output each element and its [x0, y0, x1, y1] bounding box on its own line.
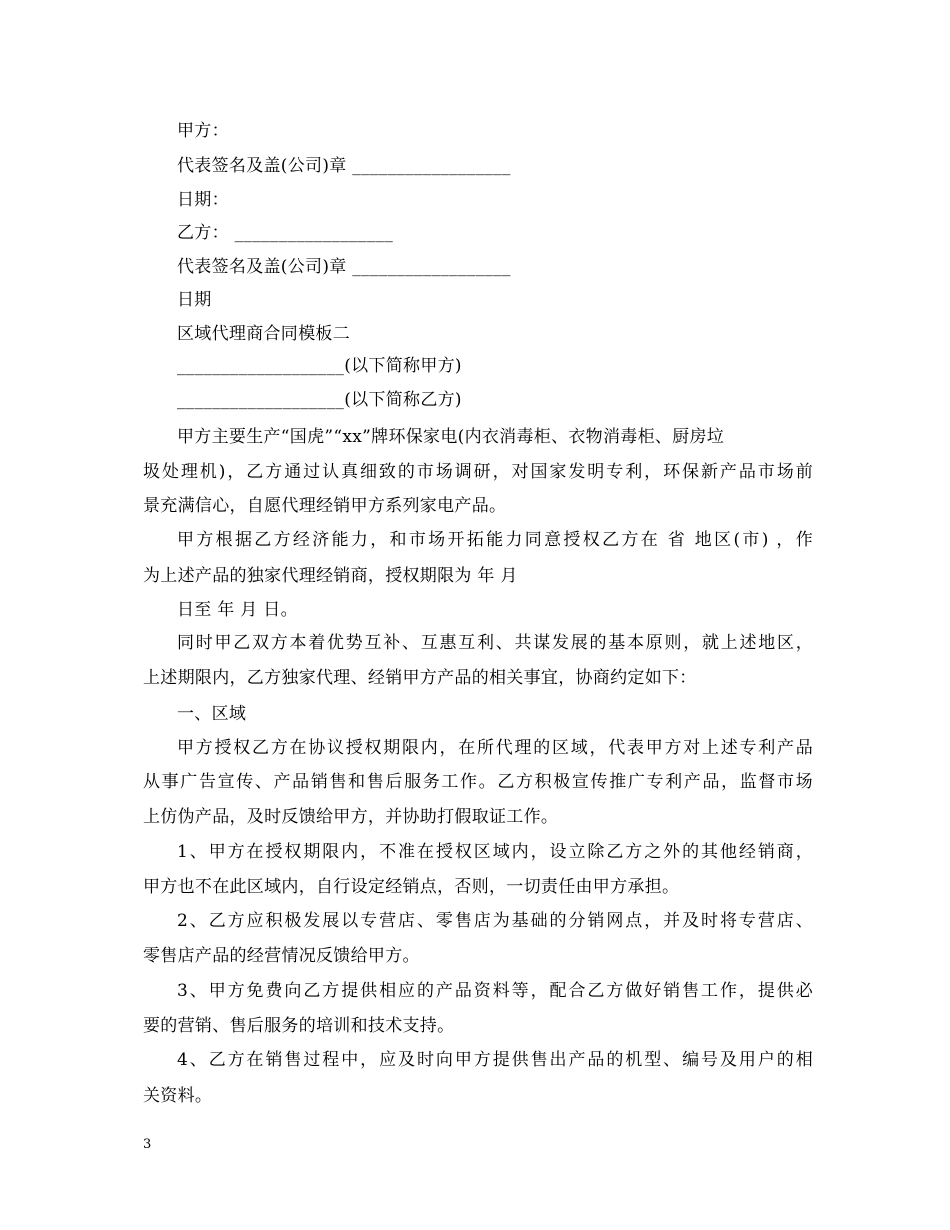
- page-number: 3: [143, 1137, 152, 1152]
- party-a-date-label: 日期：: [177, 190, 229, 210]
- contract-title: 区域代理商合同模板二: [177, 324, 350, 344]
- list-item-line: 甲方也不在此区域内，自行设定经销点，否则，一切责任由甲方承担。: [143, 877, 680, 897]
- paragraph-line: 上述期限内，乙方独家代理、经销甲方产品的相关事宜，协商约定如下：: [143, 668, 697, 688]
- paragraph-line: 甲方根据乙方经济能力，和市场开拓能力同意授权乙方在 省 地区(市) ，作: [177, 530, 813, 550]
- paragraph-line: 从事广告宣传、产品销售和售后服务工作。乙方积极宣传推广专利产品，监督市场: [143, 772, 813, 792]
- list-item-line: 1、甲方在授权期限内，不准在授权区域内，设立除乙方之外的其他经销商，: [177, 842, 813, 862]
- party-b-signature-line: 代表签名及盖(公司)章 __________________: [177, 257, 511, 277]
- party-b-date-label: 日期: [177, 290, 212, 310]
- party-a-name-line: ___________________(以下简称甲方): [177, 356, 462, 376]
- party-b-label: 乙方： __________________: [177, 223, 394, 243]
- list-item-line: 要的营销、售后服务的培训和技术支持。: [143, 1016, 455, 1036]
- paragraph-line: 同时甲乙双方本着优势互补、互惠互利、共谋发展的基本原则，就上述地区，: [177, 633, 813, 653]
- paragraph-line: 甲方授权乙方在协议授权期限内，在所代理的区域，代表甲方对上述专利产品: [177, 738, 813, 758]
- list-item-line: 关资料。: [143, 1086, 213, 1106]
- party-a-label: 甲方：: [177, 121, 229, 141]
- paragraph-line: 圾处理机)，乙方通过认真细致的市场调研，对国家发明专利，环保新产品市场前: [143, 462, 813, 482]
- section-heading: 一、区域: [177, 704, 247, 724]
- list-item-line: 零售店产品的经营情况反馈给甲方。: [143, 946, 420, 966]
- paragraph-line: 甲方主要生产“国虎”“xx”牌环保家电(内衣消毒柜、衣物消毒柜、厨房垃: [177, 427, 725, 447]
- list-item-line: 2、乙方应积极发展以专营店、零售店为基础的分销网点，并及时将专营店、: [177, 911, 813, 931]
- list-item-line: 4、乙方在销售过程中，应及时向甲方提供售出产品的机型、编号及用户的相: [177, 1050, 813, 1070]
- paragraph-line: 为上述产品的独家代理经销商，授权期限为 年 月: [143, 566, 518, 586]
- paragraph-line: 上仿伪产品，及时反馈给甲方，并协助打假取证工作。: [143, 807, 559, 827]
- party-a-signature-line: 代表签名及盖(公司)章 __________________: [177, 156, 511, 176]
- paragraph-line: 景充满信心，自愿代理经销甲方系列家电产品。: [143, 496, 507, 516]
- paragraph-line: 日至 年 月 日。: [177, 600, 298, 620]
- party-b-name-line: ___________________(以下简称乙方): [177, 390, 462, 410]
- list-item-line: 3、甲方免费向乙方提供相应的产品资料等，配合乙方做好销售工作，提供必: [177, 981, 813, 1001]
